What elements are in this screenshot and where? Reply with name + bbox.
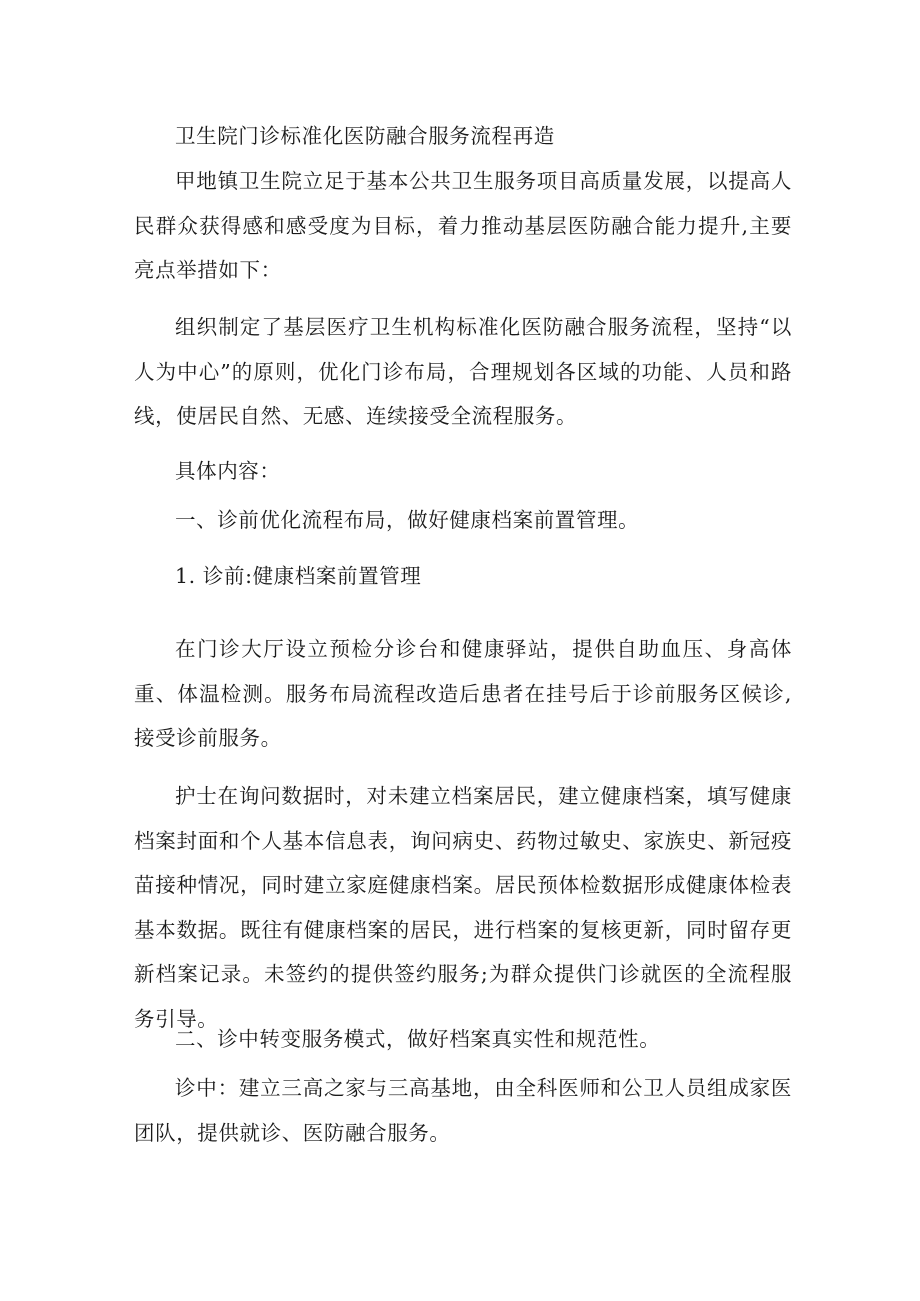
document-title: 卫生院门诊标准化医防融合服务流程再造 [175, 124, 555, 148]
paragraph-content-heading: 具体内容： [175, 459, 281, 483]
paragraph-nurse: 护士在询问数据时，对未建立档案居民，建立健康档案，填写健康档案封面和个人基本信息表，询问病史、药物过敏史、家族史、新冠疫苗接种情况，同时建立家庭健康档案。居民预体检数据形成健康体检表基本数据。既往有健康档案的居民，进行档案的复核更新，同时留存更新档案记录。未签约的提供签约服务;为群众提供门诊就医的全流程服务引导。 [134, 784, 792, 1031]
section-heading-pre-diagnosis: 一、诊前优化流程布局，做好健康档案前置管理。 [175, 508, 640, 532]
paragraph-in-diagnosis: 诊中：建立三高之家与三高基地，由全科医师和公卫人员组成家医团队，提供就诊、医防融合服务。 [134, 1076, 792, 1145]
subsection-heading-pre-diagnosis: 1. 诊前:健康档案前置管理 [175, 564, 422, 588]
paragraph-intro: 甲地镇卫生院立足于基本公共卫生服务项目高质量发展，以提高人民群众获得感和感受度为目标，着力推动基层医防融合能力提升,主要亮点举措如下： [134, 169, 792, 282]
section-heading-in-diagnosis: 二、诊中转变服务模式，做好档案真实性和规范性。 [175, 1027, 661, 1051]
paragraph-lobby: 在门诊大厅设立预检分诊台和健康驿站，提供自助血压、身高体重、体温检测。服务布局流程改造后患者在挂号后于诊前服务区候诊,接受诊前服务。 [134, 637, 792, 750]
paragraph-process: 组织制定了基层医疗卫生机构标准化医防融合服务流程，坚持“以人为中心”的原则，优化门诊布局，合理规划各区域的功能、人员和路线，使居民自然、无感、连续接受全流程服务。 [134, 315, 792, 428]
